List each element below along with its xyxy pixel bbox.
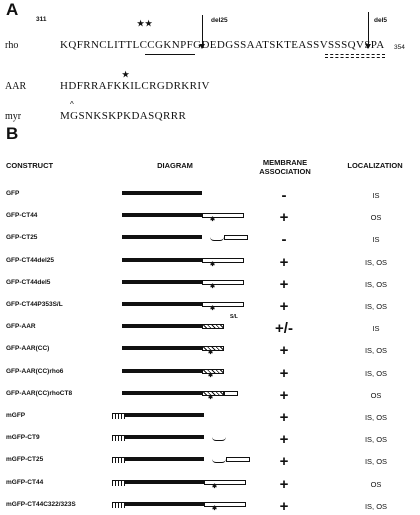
header-membrane-association: MEMBRANE ASSOCIATION <box>259 158 311 176</box>
localization-value: IS, OS <box>364 435 388 445</box>
gfp-bar <box>122 346 202 350</box>
gfp-bar <box>122 235 202 239</box>
localization-value: IS, OS <box>364 368 388 378</box>
localization-value: IS, OS <box>364 457 388 467</box>
localization-value: IS <box>372 235 380 245</box>
construct-diagram <box>112 191 252 203</box>
localization-value: OS <box>370 390 382 400</box>
construct-diagram <box>112 235 252 247</box>
construct-diagram <box>112 457 252 469</box>
deletion-gap <box>212 459 226 463</box>
construct-name: GFP-AAR(CC) <box>6 345 50 353</box>
construct-name: GFP-CT44P353S/L <box>6 301 63 308</box>
palmitoylation-mark: ✱ <box>208 350 214 357</box>
membrane-association-value: + <box>279 475 289 493</box>
seq-aar: HDFRRAFKKILCRGDRKRIV <box>60 80 210 92</box>
header-localization: LOCALIZATION <box>347 161 403 170</box>
gfp-bar <box>122 258 202 262</box>
seq-name-myr: myr <box>5 111 22 122</box>
rho-tail <box>204 480 246 485</box>
gfp-bar <box>122 324 202 328</box>
construct-diagram <box>112 369 252 381</box>
palmitoylation-star-1: ★ <box>137 19 145 28</box>
gfp-bar <box>124 457 204 461</box>
localization-value: IS, OS <box>364 501 388 511</box>
palmitoylation-mark: ✱ <box>212 483 218 490</box>
gfp-bar <box>122 391 202 395</box>
construct-name: GFP-CT44del5 <box>6 278 51 286</box>
construct-diagram <box>112 302 252 314</box>
rho-dashed-underline-2 <box>325 57 385 58</box>
localization-value: IS, OS <box>364 413 388 422</box>
localization-value: IS <box>372 324 380 334</box>
palmitoylation-mark: ✱ <box>208 372 214 379</box>
rho-tail <box>202 213 244 218</box>
construct-name: GFP-CT25 <box>6 234 38 242</box>
gfp-bar <box>122 191 202 195</box>
membrane-association-value: + <box>279 209 289 227</box>
start-residue-number: 311 <box>36 16 47 23</box>
rho-tail <box>202 280 244 285</box>
construct-name: GFP-AAR <box>6 323 36 331</box>
seq-name-aar: AAR <box>5 81 27 92</box>
rho-tail <box>202 258 244 263</box>
construct-diagram <box>112 346 252 358</box>
palmitoylation-mark: ✱ <box>210 306 216 312</box>
header-diagram: DIAGRAM <box>157 161 193 170</box>
gfp-bar <box>122 302 202 306</box>
construct-name: mGFP-CT44C322/323S <box>6 500 76 508</box>
construct-name: GFP <box>6 190 20 197</box>
membrane-association-value: + <box>279 342 289 360</box>
membrane-association-value: + <box>279 275 289 293</box>
end-residue-number: 354 <box>394 44 405 51</box>
rho-dashed-underline <box>325 54 385 55</box>
construct-diagram <box>112 258 252 270</box>
localization-value: IS, OS <box>364 279 388 289</box>
construct-diagram <box>112 213 252 225</box>
construct-name: GFP-CT44del25 <box>6 256 55 264</box>
palmitoylation-mark: ✱ <box>210 217 216 224</box>
palmitoylation-mark: ✱ <box>208 394 214 401</box>
gfp-bar <box>124 502 204 506</box>
construct-diagram <box>112 435 252 447</box>
localization-value: OS <box>370 479 382 489</box>
deletion-gap <box>212 437 226 441</box>
deletion-gap <box>210 237 224 241</box>
construct-diagram <box>112 280 252 292</box>
rho-tail <box>204 502 246 507</box>
palmitoylation-star-2: ★ <box>145 19 153 28</box>
construct-diagram <box>112 502 252 514</box>
localization-value: IS, OS <box>364 257 388 267</box>
myr-caret: ^ <box>70 100 74 109</box>
construct-name: mGFP-CT25 <box>6 456 44 464</box>
header-construct: CONSTRUCT <box>6 161 54 170</box>
construct-name: mGFP-CT44 <box>6 478 44 486</box>
seq-rho: KQFRNCLITTLCCGKNPFGDEDGSSAATSKTEASSVSSSQVSPA <box>60 39 385 51</box>
construct-name: GFP-AAR(CC)rhoCT8 <box>6 389 73 397</box>
construct-name: GFP-CT44 <box>6 212 38 220</box>
aar-tail <box>202 324 224 329</box>
membrane-association-value: + <box>279 453 289 471</box>
rho-tail <box>224 391 238 396</box>
membrane-association-value: +/- <box>275 320 293 338</box>
gfp-bar <box>122 369 202 373</box>
gfp-bar <box>122 280 202 284</box>
construct-diagram <box>112 413 252 425</box>
del25-label: del25 <box>211 17 228 24</box>
membrane-association-value: - <box>281 231 287 249</box>
construct-name: mGFP <box>6 412 26 419</box>
membrane-association-value: + <box>279 409 289 426</box>
palmitoylation-mark: ✱ <box>210 283 216 290</box>
rho-tail <box>224 235 248 240</box>
gfp-bar <box>124 435 204 439</box>
rho-tail <box>226 457 250 462</box>
palmitoylation-mark: ✱ <box>210 261 216 268</box>
localization-value: OS <box>370 213 382 223</box>
s-to-l-mutation-label: S/L <box>230 314 238 320</box>
seq-name-rho: rho <box>5 40 19 51</box>
panel-b-label: B <box>6 124 19 143</box>
seq-myr: MGSNKSKPKDASQRRR <box>60 110 187 122</box>
rho-underline <box>145 54 195 55</box>
membrane-association-value: - <box>281 187 287 204</box>
localization-value: IS, OS <box>364 302 388 311</box>
gfp-bar <box>124 480 204 484</box>
panel-a-label: A <box>6 0 19 19</box>
construct-diagram <box>112 480 252 492</box>
rho-tail <box>202 302 244 307</box>
construct-name: mGFP-CT9 <box>6 434 40 442</box>
del5-label: del5 <box>374 17 388 24</box>
membrane-association-value: + <box>279 497 289 515</box>
palmitoylation-mark: ✱ <box>212 505 218 512</box>
membrane-association-value: + <box>279 253 289 271</box>
gfp-bar <box>124 413 204 417</box>
aar-star: ★ <box>122 70 130 79</box>
membrane-association-value: + <box>279 364 289 382</box>
construct-diagram <box>112 391 252 403</box>
membrane-association-value: + <box>279 298 289 315</box>
localization-value: IS, OS <box>364 346 388 356</box>
construct-name: GFP-AAR(CC)rho6 <box>6 367 64 375</box>
membrane-association-value: + <box>279 431 289 449</box>
gfp-bar <box>122 213 202 217</box>
membrane-association-value: + <box>279 386 289 404</box>
localization-value: IS <box>372 191 380 200</box>
construct-diagram <box>112 324 252 336</box>
